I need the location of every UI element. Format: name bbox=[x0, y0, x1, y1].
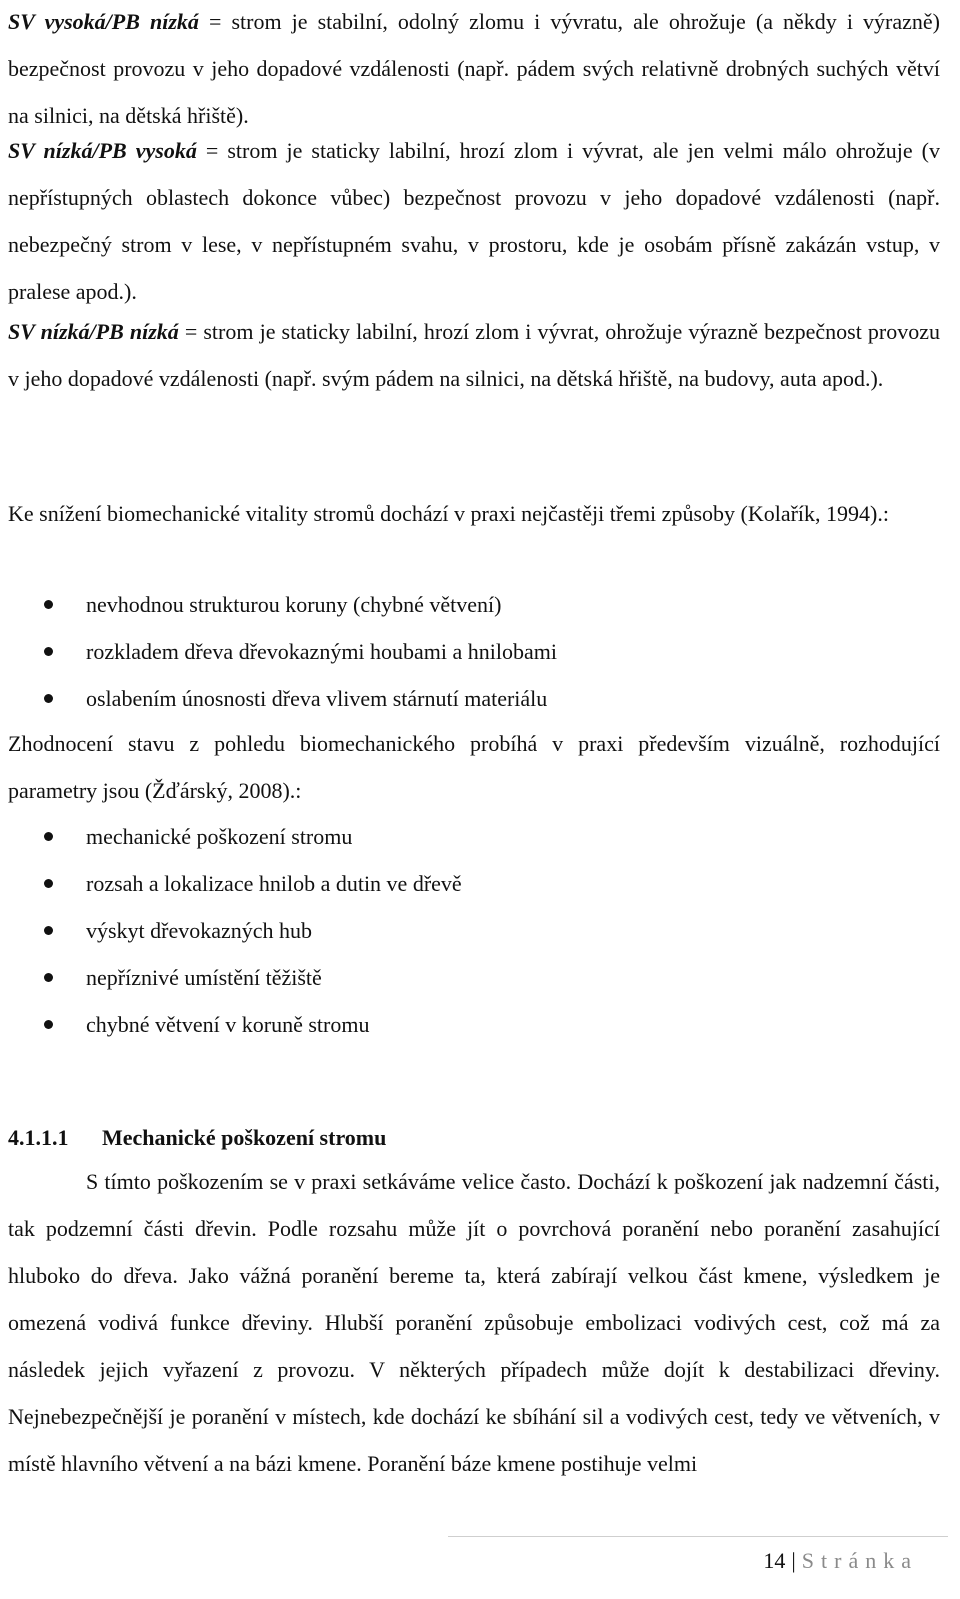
bullet-icon bbox=[44, 600, 53, 609]
paragraph-mechanicke-poskozeni: S tímto poškozením se v praxi setkáváme velice často. Dochází k poškození jak nadzemní části, tak podzemní části dřevin. Podle rozsahu může jít o povrchová poranění nebo poranění zasahující hluboko do dřeva. Jako vážná poranění bereme ta, která zabírají velkou část kmene, výsledkem je omezená vodivá funkce dřeviny. Hlubší poranění způsobuje embolizaci vodivých cest, což má za následek jejich vyřazení z provozu. V některých případech může dojít k destabilizaci dřeviny. Nejnebezpečnější je poranění v místech, kde dochází ke sbíhání sil a vodivých cest, tedy ve větveních, v místě hlavního větvení a na bázi kmene. Poranění báze kmene postihuje velmi bbox=[8, 1169, 940, 1476]
list-item-text: mechanické poškození stromu bbox=[86, 824, 353, 849]
paragraph-text: = strom je staticky labilní, hrozí zlom i vývrat, ohrožuje výrazně bezpečnost provozu v jeho dopadové vzdálenosti (např. svým pádem na silnici, na dětská hřiště, na budovy, auta apod.). bbox=[8, 319, 940, 391]
list-item bbox=[8, 860, 940, 907]
list-item bbox=[8, 907, 940, 954]
list-item-text: rozkladem dřeva dřevokaznými houbami a hnilobami bbox=[86, 639, 558, 664]
bullet-icon bbox=[44, 926, 53, 935]
page-word: Stránka bbox=[801, 1548, 918, 1573]
list-item-text: výskyt dřevokazných hub bbox=[86, 918, 313, 943]
bullet-icon bbox=[44, 647, 53, 656]
paragraph-snizeni-vitality: Ke snížení biomechanické vitality stromů dochází v praxi nejčastěji třemi způsoby (Kolařík, 1994).: bbox=[8, 501, 889, 526]
list-item-text: chybné větvení v koruně stromu bbox=[86, 1012, 370, 1037]
list-item bbox=[8, 954, 940, 1001]
bullet-icon bbox=[44, 832, 53, 841]
bullet-icon bbox=[44, 1020, 53, 1029]
list-item-text: oslabením únosnosti dřeva vlivem stárnutí materiálu bbox=[86, 686, 548, 711]
list-item bbox=[8, 628, 940, 675]
footer-divider bbox=[448, 1536, 948, 1537]
section-number: 4.1.1.1 bbox=[8, 1125, 69, 1150]
bullet-icon bbox=[44, 973, 53, 982]
list-item-text: nevhodnou strukturou koruny (chybné větvení) bbox=[86, 592, 502, 617]
bullet-icon bbox=[44, 879, 53, 888]
paragraph-zhodnoceni: Zhodnocení stavu z pohledu biomechanického probíhá v praxi především vizuálně, rozhodující parametry jsou (Žďárský, 2008).: bbox=[8, 731, 940, 803]
section-title: Mechanické poškození stromu bbox=[102, 1125, 387, 1150]
page-footer bbox=[763, 1541, 918, 1581]
list-item-text: nepříznivé umístění těžiště bbox=[86, 965, 322, 990]
paragraph-text: = strom je staticky labilní, hrozí zlom i vývrat, ale jen velmi málo ohrožuje (v nepřístupných oblastech dokonce vůbec) bezpečnost provozu v jeho dopadové vzdálenosti (např. nebezpečný strom v lese, v nepřístupném svahu, v prostoru, kde je osobám přísně zakázán vstup, v pralese apod.). bbox=[8, 138, 940, 304]
list-item-text: rozsah a lokalizace hnilob a dutin ve dřevě bbox=[86, 871, 462, 896]
paragraph-sv-nizka-pb-vysoka bbox=[8, 127, 940, 315]
paragraph-lead: SV nízká/PB nízká bbox=[8, 319, 179, 344]
list-item bbox=[8, 1001, 940, 1048]
list-item bbox=[8, 675, 940, 722]
list-item bbox=[8, 581, 940, 628]
bullet-list-causes bbox=[8, 581, 940, 722]
paragraph-sv-nizka-pb-nizka bbox=[8, 308, 940, 402]
bullet-list-parameters bbox=[8, 813, 940, 1048]
paragraph-text: = strom je stabilní, odolný zlomu i vývratu, ale ohrožuje (a někdy i výrazně) bezpečnost provozu v jeho dopadové vzdálenosti (např. pádem svých relativně drobných suchých větví na silnici, na dětská hřiště). bbox=[8, 9, 940, 128]
document-page bbox=[8, 0, 940, 1599]
page-number: 14 bbox=[763, 1548, 786, 1573]
footer-separator: | bbox=[791, 1548, 796, 1573]
paragraph-lead: SV vysoká/PB nízká bbox=[8, 9, 199, 34]
bullet-icon bbox=[44, 694, 53, 703]
list-item bbox=[8, 813, 940, 860]
paragraph-lead: SV nízká/PB vysoká bbox=[8, 138, 197, 163]
paragraph-sv-vysoka-pb-nizka bbox=[8, 0, 940, 139]
section-heading bbox=[8, 1118, 386, 1158]
